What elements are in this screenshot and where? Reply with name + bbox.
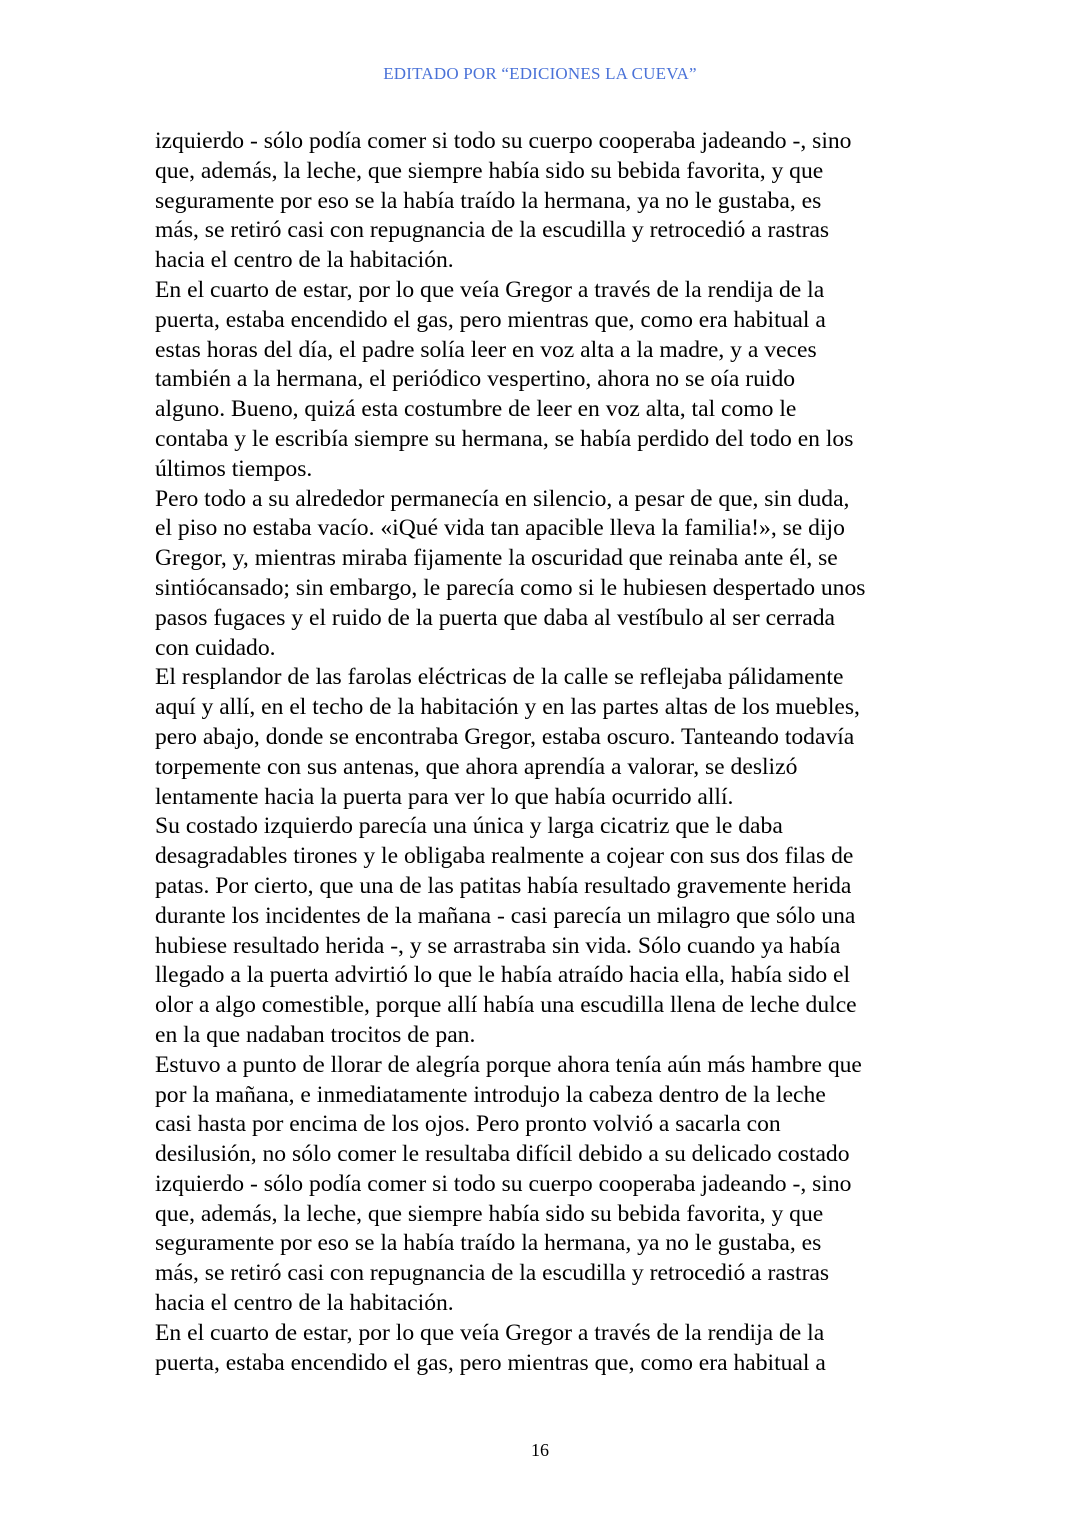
text-line: Su costado izquierdo parecía una única y larga cicatriz que le daba (155, 813, 783, 840)
text-line: Pero todo a su alrededor permanecía en silencio, a pesar de que, sin duda, (155, 485, 850, 512)
text-line: también a la hermana, el periódico vespertino, ahora no se oía ruido (155, 366, 796, 393)
text-line: desagradables tirones y le obligaba realmente a cojear con sus dos filas de (155, 843, 854, 870)
text-line: últimos tiempos. (155, 455, 313, 482)
text-line: pasos fugaces y el ruido de la puerta que daba al vestíbulo al ser cerrada (155, 604, 836, 631)
text-line: En el cuarto de estar, por lo que veía Gregor a través de la rendija de la (155, 276, 825, 303)
text-line: seguramente por eso se la había traído la hermana, ya no le gustaba, es (155, 1230, 822, 1257)
text-line: En el cuarto de estar, por lo que veía Gregor a través de la rendija de la (155, 1319, 825, 1346)
text-line: torpemente con sus antenas, que ahora aprendía a valorar, se deslizó (155, 753, 798, 780)
text-line: que, además, la leche, que siempre había sido su bebida favorita, y que (155, 1200, 824, 1227)
text-line: contaba y le escribía siempre su hermana, se había perdido del todo en los (155, 425, 854, 452)
text-line: llegado a la puerta advirtió lo que le había atraído hacia ella, había sido el (155, 962, 851, 989)
text-line: hacia el centro de la habitación. (155, 247, 454, 274)
text-line: estas horas del día, el padre solía leer en voz alta a la madre, y a veces (155, 336, 817, 363)
text-line: aquí y allí, en el techo de la habitación y en las partes altas de los muebles, (155, 694, 860, 721)
text-line: con cuidado. (155, 634, 276, 661)
text-line: patas. Por cierto, que una de las patitas había resultado gravemente herida (155, 872, 852, 899)
text-line: hacia el centro de la habitación. (155, 1290, 454, 1317)
text-line: hubiese resultado herida -, y se arrastraba sin vida. Sólo cuando ya había (155, 932, 841, 959)
text-line: por la mañana, e inmediatamente introdujo la cabeza dentro de la leche (155, 1081, 826, 1108)
text-line: izquierdo - sólo podía comer si todo su cuerpo cooperaba jadeando -, sino (155, 1170, 852, 1197)
body-text (155, 127, 945, 1378)
text-line: lentamente hacia la puerta para ver lo que había ocurrido allí. (155, 783, 734, 810)
text-line: seguramente por eso se la había traído la hermana, ya no le gustaba, es (155, 187, 822, 214)
text-line: el piso no estaba vacío. «iQué vida tan apacible lleva la familia!», se dijo (155, 515, 845, 542)
text-line: Gregor, y, mientras miraba fijamente la oscuridad que reinaba ante él, se (155, 545, 838, 572)
text-line: pero abajo, donde se encontraba Gregor, estaba oscuro. Tanteando todavía (155, 723, 855, 750)
page-number: 16 (531, 1440, 549, 1460)
text-line: alguno. Bueno, quizá esta costumbre de leer en voz alta, tal como le (155, 396, 797, 423)
text-line: sintiócansado; sin embargo, le parecía como si le hubiesen despertado unos (155, 574, 866, 601)
text-line: más, se retiró casi con repugnancia de la escudilla y retrocedió a rastras (155, 1260, 830, 1287)
text-line: puerta, estaba encendido el gas, pero mientras que, como era habitual a (155, 1349, 826, 1376)
page-header: EDITADO POR “EDICIONES LA CUEVA” (383, 64, 697, 83)
text-line: durante los incidentes de la mañana - casi parecía un milagro que sólo una (155, 902, 856, 929)
text-line: izquierdo - sólo podía comer si todo su cuerpo cooperaba jadeando -, sino (155, 128, 852, 154)
text-line: Estuvo a punto de llorar de alegría porque ahora tenía aún más hambre que (155, 1051, 862, 1078)
text-line: El resplandor de las farolas eléctricas de la calle se reflejaba pálidamente (155, 664, 844, 691)
text-line: más, se retiró casi con repugnancia de la escudilla y retrocedió a rastras (155, 217, 830, 244)
text-line: desilusión, no sólo comer le resultaba difícil debido a su delicado costado (155, 1141, 850, 1168)
text-line: olor a algo comestible, porque allí había una escudilla llena de leche dulce (155, 992, 857, 1019)
text-line: que, además, la leche, que siempre había sido su bebida favorita, y que (155, 157, 824, 184)
text-line: puerta, estaba encendido el gas, pero mientras que, como era habitual a (155, 306, 826, 333)
text-line: casi hasta por encima de los ojos. Pero pronto volvió a sacarla con (155, 1111, 781, 1138)
text-line: en la que nadaban trocitos de pan. (155, 1021, 476, 1048)
